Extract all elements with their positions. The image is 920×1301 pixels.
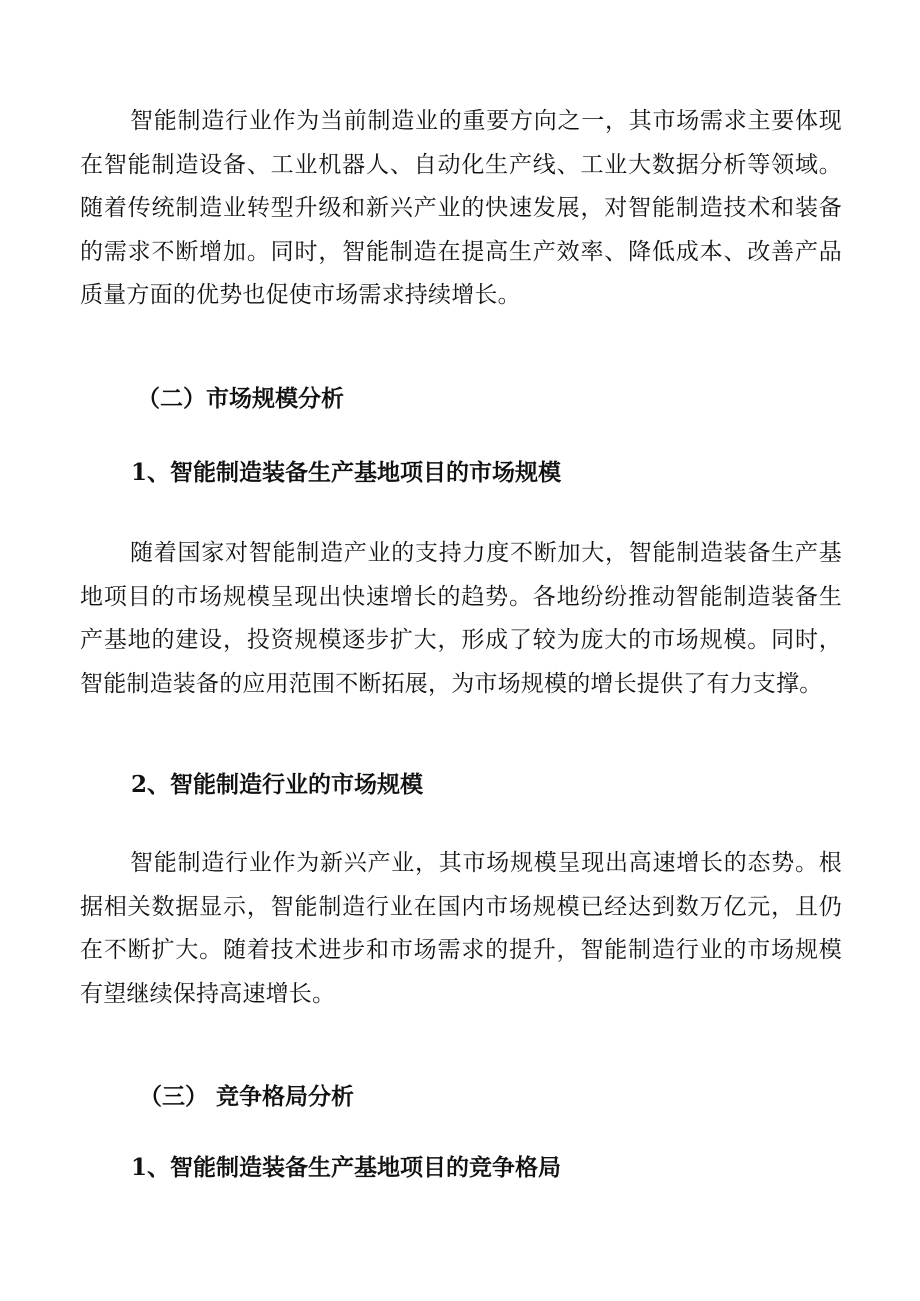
section-heading-market-size: （二）市场规模分析 [137, 385, 344, 412]
subheading-base-project-market-size: 1、智能制造装备生产基地项目的市场规模 [131, 459, 562, 486]
subheading-industry-market-size: 2、智能制造行业的市场规模 [131, 771, 424, 798]
paragraph-industry-market-size: 智能制造行业作为新兴产业，其市场规模呈现出高速增长的态势。根据相关数据显示，智能制造行业在国内市场规模已经达到数万亿元，且仍在不断扩大。随着技术进步和市场需求的提升，智能制造行业的市场规模有望继续保持高速增长。 [80, 850, 842, 1007]
section-heading-competition: （三） 竞争格局分析 [139, 1083, 355, 1110]
paragraph-base-project-market-size: 随着国家对智能制造产业的支持力度不断加大，智能制造装备生产基地项目的市场规模呈现出快速增长的趋势。各地纷纷推动智能制造装备生产基地的建设，投资规模逐步扩大，形成了较为庞大的市场规模。同时，智能制造装备的应用范围不断拓展，为市场规模的增长提供了有力支撑。 [80, 540, 842, 697]
subheading-base-project-competition: 1、智能制造装备生产基地项目的竞争格局 [131, 1154, 562, 1181]
paragraph-market-demand: 智能制造行业作为当前制造业的重要方向之一，其市场需求主要体现在智能制造设备、工业机器人、自动化生产线、工业大数据分析等领域。随着传统制造业转型升级和新兴产业的快速发展，对智能制造技术和装备的需求不断增加。同时，智能制造在提高生产效率、降低成本、改善产品质量方面的优势也促使市场需求持续增长。 [80, 108, 842, 308]
